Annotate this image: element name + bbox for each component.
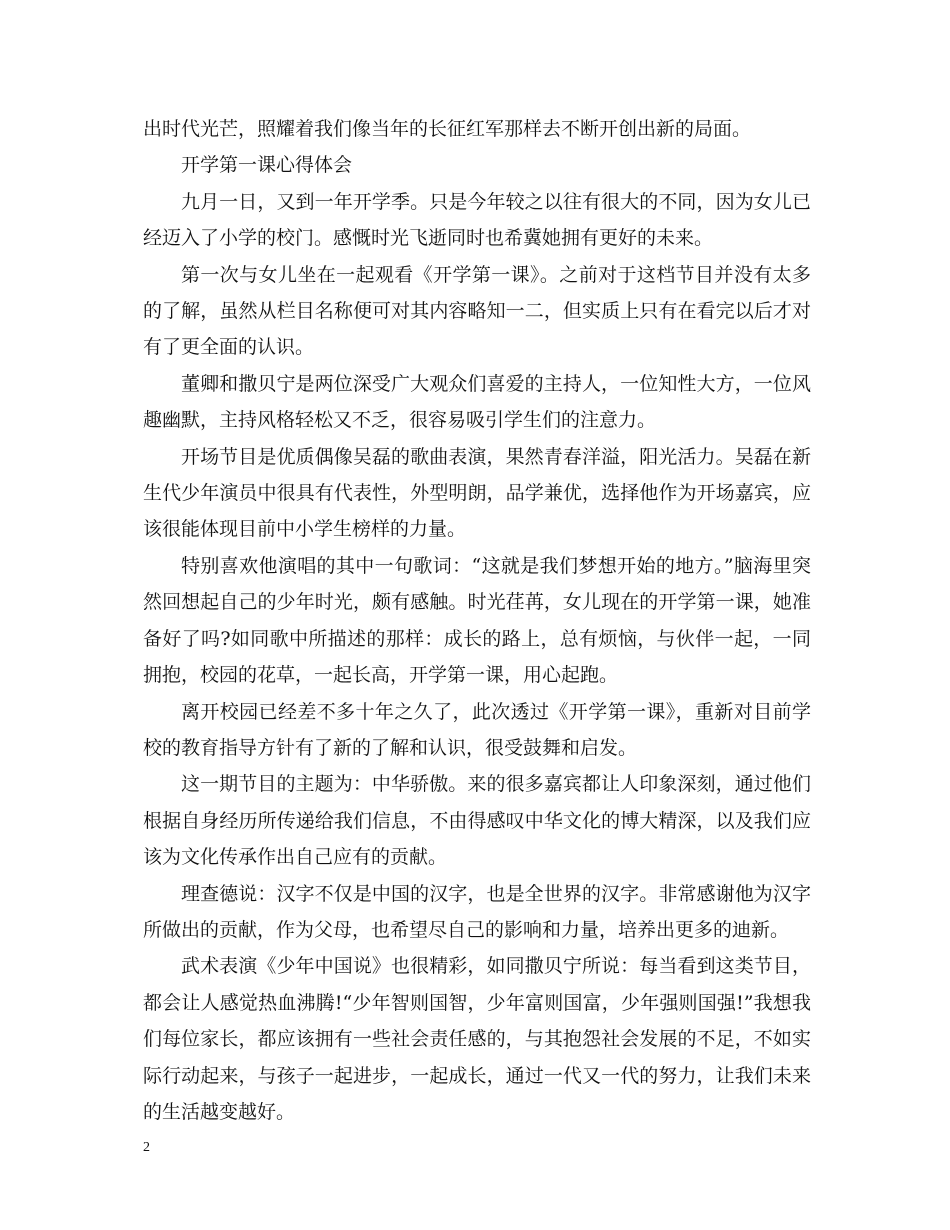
document-body [143, 111, 811, 1130]
paragraph-continued: 出时代光芒，照耀着我们像当年的长征红军那样去不断开创出新的局面。 [143, 118, 752, 140]
paragraph: 特别喜欢他演唱的其中一句歌词：“这就是我们梦想开始的地方。”脑海里突然回想起自己的少年时光，颇有感触。时光荏苒，女儿现在的开学第一课，她准备好了吗?如同歌中所描述的那样：成长的路上，总有烦恼，与伙伴一起，一同拥抱，校园的花草，一起长高，开学第一课，用心起跑。 [143, 554, 811, 687]
paragraph: 武术表演《少年中国说》也很精彩，如同撒贝宁所说：每当看到这类节目，都会让人感觉热血沸腾!“少年智则国智，少年富则国富，少年强则国强!”我想我们每位家长，都应该拥有一些社会责任感的，与其抱怨社会发展的不足，不如实际行动起来，与孩子一起进步，一起成长，通过一代又一代的努力，让我们未来的生活越变越好。 [143, 955, 811, 1123]
paragraph: 理查德说：汉字不仅是中国的汉字，也是全世界的汉字。非常感谢他为汉字所做出的贡献，作为父母，也希望尽自己的影响和力量，培养出更多的迪新。 [143, 882, 811, 941]
paragraph: 这一期节目的主题为：中华骄傲。来的很多嘉宾都让人印象深刻，通过他们根据自身经历所传递给我们信息，不由得感叹中华文化的博大精深，以及我们应该为文化传承作出自己应有的贡献。 [143, 773, 811, 869]
paragraph: 九月一日，又到一年开学季。只是今年较之以往有很大的不同，因为女儿已经迈入了小学的校门。感慨时光飞逝同时也希冀她拥有更好的未来。 [143, 190, 811, 250]
section-heading: 开学第一课心得体会 [181, 154, 353, 177]
paragraph: 开场节目是优质偶像吴磊的歌曲表演，果然青春洋溢，阳光活力。吴磊在新生代少年演员中很具有代表性，外型明朗，品学兼优，选择他作为开场嘉宾，应该很能体现目前中小学生榜样的力量。 [143, 445, 811, 541]
paragraph: 离开校园已经差不多十年之久了，此次透过《开学第一课》，重新对目前学校的教育指导方针有了新的了解和认识，很受鼓舞和启发。 [143, 700, 811, 759]
page-number: 2 [143, 1140, 150, 1155]
paragraph: 第一次与女儿坐在一起观看《开学第一课》。之前对于这档节目并没有太多的了解，虽然从栏目名称便可对其内容略知一二，但实质上只有在看完以后才对有了更全面的认识。 [143, 263, 811, 359]
paragraph: 董卿和撒贝宁是两位深受广大观众们喜爱的主持人，一位知性大方，一位风趣幽默，主持风格轻松又不乏，很容易吸引学生们的注意力。 [143, 372, 811, 432]
